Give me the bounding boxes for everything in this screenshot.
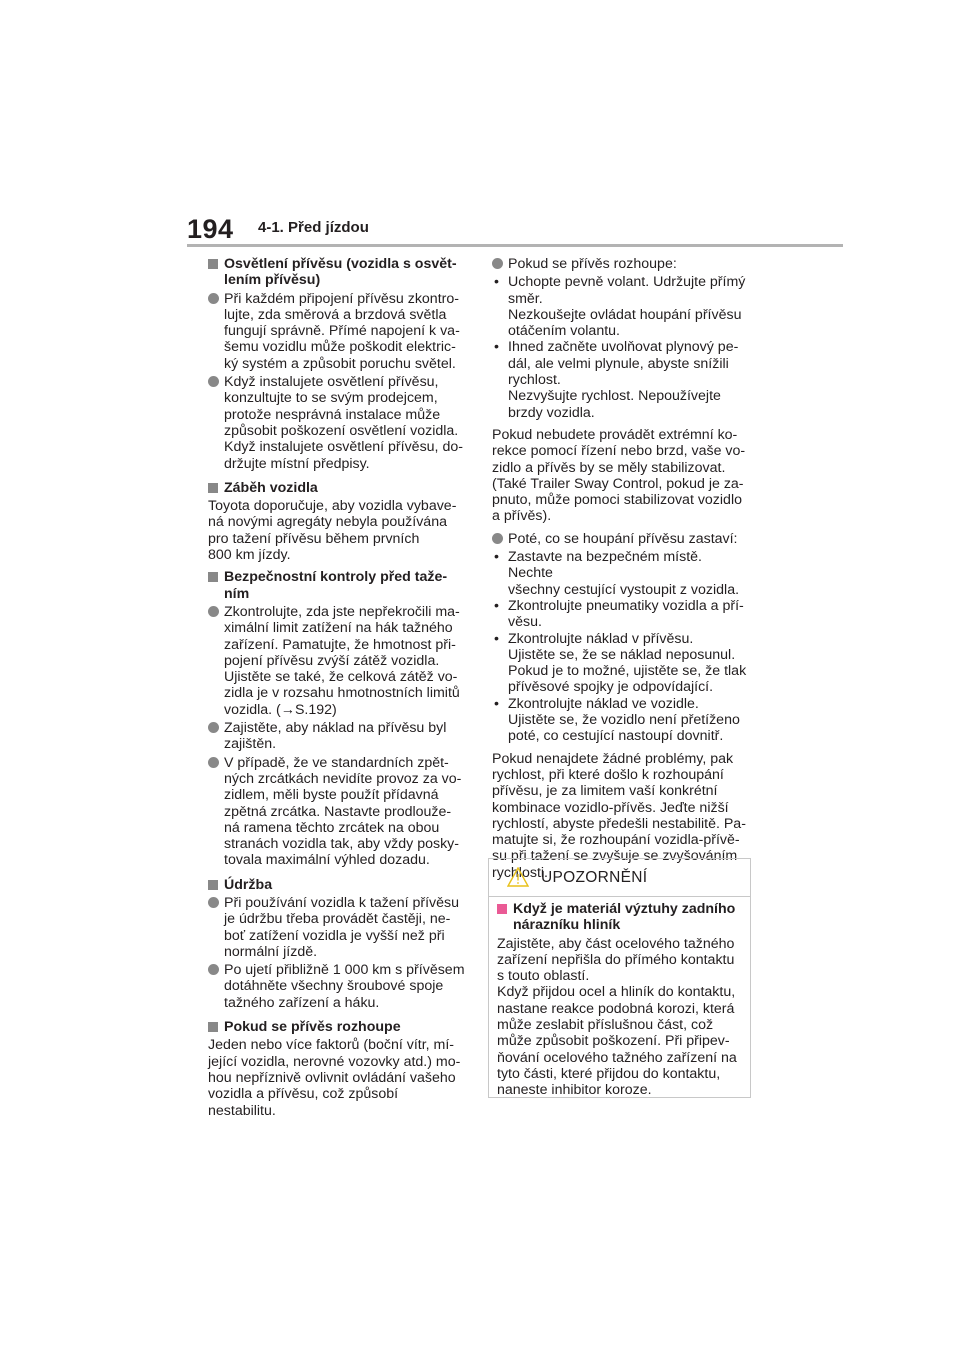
- caution-body: [497, 901, 745, 1105]
- heading-maintenance: [208, 877, 466, 893]
- sub-bullet-mark: •: [494, 630, 499, 647]
- round-bullet-icon: [208, 897, 219, 908]
- page-number: 194: [187, 214, 234, 244]
- sub-bullet-item: [492, 631, 750, 696]
- caution-box: [488, 858, 751, 1098]
- sub-bullet-text: Zkontrolujte náklad v přívěsu. Ujistěte se, že se náklad neposunul. Pokud je to možné, ujistěte se, že tlak přívěsové spojky je odpovídající.: [508, 630, 747, 696]
- bullet-item: [208, 291, 466, 372]
- caution-text: Zajistěte, aby část ocelového tažného zařízení nepřišla do přímého kontaktu s touto oblastí. Když přijdou ocel a hliník do kontaktu, nastane reakce podobná korozi, která může zeslabit příslušnou část, což může způsobit poškození. Při připev- ňování ocelového tažného zařízení na tyto části, které přijdou do kontaktu, naneste inhibitor koroze.: [497, 935, 737, 1099]
- sub-bullet-mark: •: [494, 597, 499, 614]
- round-bullet-icon: [208, 606, 219, 617]
- heading-trailer-sway: [208, 1019, 466, 1035]
- round-bullet-icon: [492, 258, 503, 269]
- sub-bullet-text: Ihned začněte uvolňovat plynový pe- dál, ale velmi plynule, abyste snížili rychlost. Nezvyšujte rychlost. Nepoužívejte brzdy vozidla.: [508, 339, 739, 421]
- bullet-item: [208, 374, 466, 472]
- sub-bullet-text: Zkontrolujte náklad ve vozidle. Ujistěte se, že vozidlo není přetíženo poté, co cestující nastoupí dovnitř.: [508, 695, 740, 745]
- bullet-text: Zajistěte, aby náklad na přívěsu byl zajištěn.: [224, 720, 447, 753]
- sub-bullet-mark: •: [494, 339, 499, 356]
- bullet-text: Při používání vozidla k tažení přívěsu je údržbu třeba provádět častěji, ne- boť zatížení vozidla je vyšší než při normální jízdě.: [224, 894, 460, 960]
- section-title: 4-1. Před jízdou: [258, 219, 369, 236]
- sub-bullet-item: [492, 339, 750, 420]
- paragraph: Toyota doporučuje, aby vozidla vybave- ná novými agregáty nebyla používána pro tažení přívěsu během prvních 800 km jízdy.: [208, 498, 457, 564]
- sub-bullet-text: Uchopte pevně volant. Udržujte přímý směr. Nezkoušejte ovládat houpání přívěsu otáčením volantu.: [508, 274, 746, 340]
- square-bullet-icon: [208, 259, 218, 269]
- bullet-text: Zkontrolujte, zda jste nepřekročili ma- ximální limit zatížení na hák tažného zařízení. Pamatujte, že hmotnost při- pojení přívěsu zvýší zátěž vozidla. Ujistěte se také, že celková zátěž vo- zidla je v rozsahu hmotnostních limitů vozidla. (→S.192): [224, 603, 460, 718]
- header-rule: [187, 244, 843, 247]
- sub-bullet-mark: •: [494, 274, 499, 291]
- bullet-text: Při každém připojení přívěsu zkontro- lujte, zda směrová a brzdová světla fungují správně. Přímé napojení k va- šemu vozidlu může poškodit elektric- ký systém a způsobit poruchu světel.: [224, 290, 460, 372]
- bullet-item: [492, 531, 750, 547]
- left-column: [208, 256, 466, 1125]
- bullet-item: [208, 720, 466, 753]
- bullet-text: Po ujetí přibližně 1 000 km s přívěsem dotáhněte všechny šroubové spoje tažného zařízení a háku.: [224, 962, 465, 1011]
- sub-bullet-mark: •: [494, 549, 499, 566]
- paragraph: Pokud nebudete provádět extrémní ko- rekce pomocí řízení nebo brzd, vaše vo- zidlo a přívěs by se měly stabilizovat. (Také Trailer Sway Control, pokud je za- pnuto, může pomoci stabilizovat vozidlo a přívěs).: [492, 426, 746, 525]
- square-bullet-icon: [497, 904, 507, 914]
- sub-bullet-mark: •: [494, 695, 499, 712]
- round-bullet-icon: [208, 376, 219, 387]
- square-bullet-icon: [208, 880, 218, 890]
- bullet-item: [492, 256, 750, 272]
- caution-heading: [497, 901, 745, 934]
- caution-header: [489, 859, 750, 897]
- sub-bullet-item: [492, 274, 750, 339]
- paragraph: Jeden nebo více faktorů (boční vítr, mí- jející vozidla, nerovné vozovky atd.) mo- hou nepříznivě ovlivnit ovládání vašeho vozidla a přívěsu, což způsobí nestabilitu.: [208, 1037, 461, 1119]
- round-bullet-icon: [208, 293, 219, 304]
- bullet-text: Pokud se přívěs rozhoupe:: [508, 256, 677, 272]
- bullet-text: Když instalujete osvětlení přívěsu, konzultujte to se svým prodejcem, protože nesprávná instalace může způsobit poškození osvětlení vozidla. Když instalujete osvětlení přívěsu, do- držujte místní předpisy.: [224, 374, 463, 472]
- round-bullet-icon: [492, 533, 503, 544]
- heading-safety-checks: [208, 569, 466, 602]
- heading-lines: Bezpečnostní kontroly před taže- ním: [224, 569, 448, 602]
- square-bullet-icon: [208, 483, 218, 493]
- bullet-text: V případě, že ve standardních zpět- ných zrcátkách nevidíte provoz za vo- zidlem, měli byste použít přídavná zpětná zrcátka. Nastavte prodlouže- ná ramena těchto zrcátek na obou stranách vozidla tak, aby vždy posky- tovala maximální výhled dozadu.: [224, 754, 462, 869]
- heading-lines: Pokud se přívěs rozhoupe: [224, 1019, 401, 1036]
- bullet-item: [208, 962, 466, 1011]
- sub-bullet-item: [492, 696, 750, 745]
- bullet-item: [208, 895, 466, 960]
- sub-bullet-text: Zastavte na bezpečném místě. Nechte všechny cestující vystoupit z vozidla.: [508, 549, 740, 598]
- paragraph: Pokud nenajdete žádné problémy, pak rychlost, při které došlo k rozhoupání přívěsu, je za limitem vaší konkrétní kombinace vozidlo-přívěs. Jeďte nižší rychlostí, abyste předešli nestabilitě. Pa- matujte si, že rozhoupání vozidla-přívě- su při tažení se zvyšuje se zvyšováním rychlosti.: [492, 750, 746, 881]
- heading-lines: Osvětlení přívěsu (vozidla s osvět- lením přívěsu): [224, 256, 457, 289]
- heading-trailer-lights: [208, 256, 466, 289]
- sub-bullet-text: Zkontrolujte pneumatiky vozidla a pří- věsu.: [508, 597, 744, 631]
- right-column: [492, 256, 750, 887]
- square-bullet-icon: [208, 572, 218, 582]
- warning-triangle-icon: [507, 867, 529, 887]
- bullet-item: [208, 604, 466, 718]
- round-bullet-icon: [208, 757, 219, 768]
- heading-lines: Záběh vozidla: [224, 479, 318, 496]
- caution-title: UPOZORNĚNÍ: [541, 869, 648, 886]
- heading-lines: Údržba: [224, 876, 273, 893]
- sub-bullet-item: [492, 598, 750, 631]
- round-bullet-icon: [208, 964, 219, 975]
- bullet-item: [208, 755, 466, 869]
- heading-break-in: [208, 480, 466, 496]
- heading-lines: Když je materiál výztuhy zadního nárazníku hliník: [513, 901, 736, 934]
- bullet-text: Poté, co se houpání přívěsu zastaví:: [508, 530, 738, 547]
- square-bullet-icon: [208, 1022, 218, 1032]
- round-bullet-icon: [208, 722, 219, 733]
- sub-bullet-item: [492, 549, 750, 598]
